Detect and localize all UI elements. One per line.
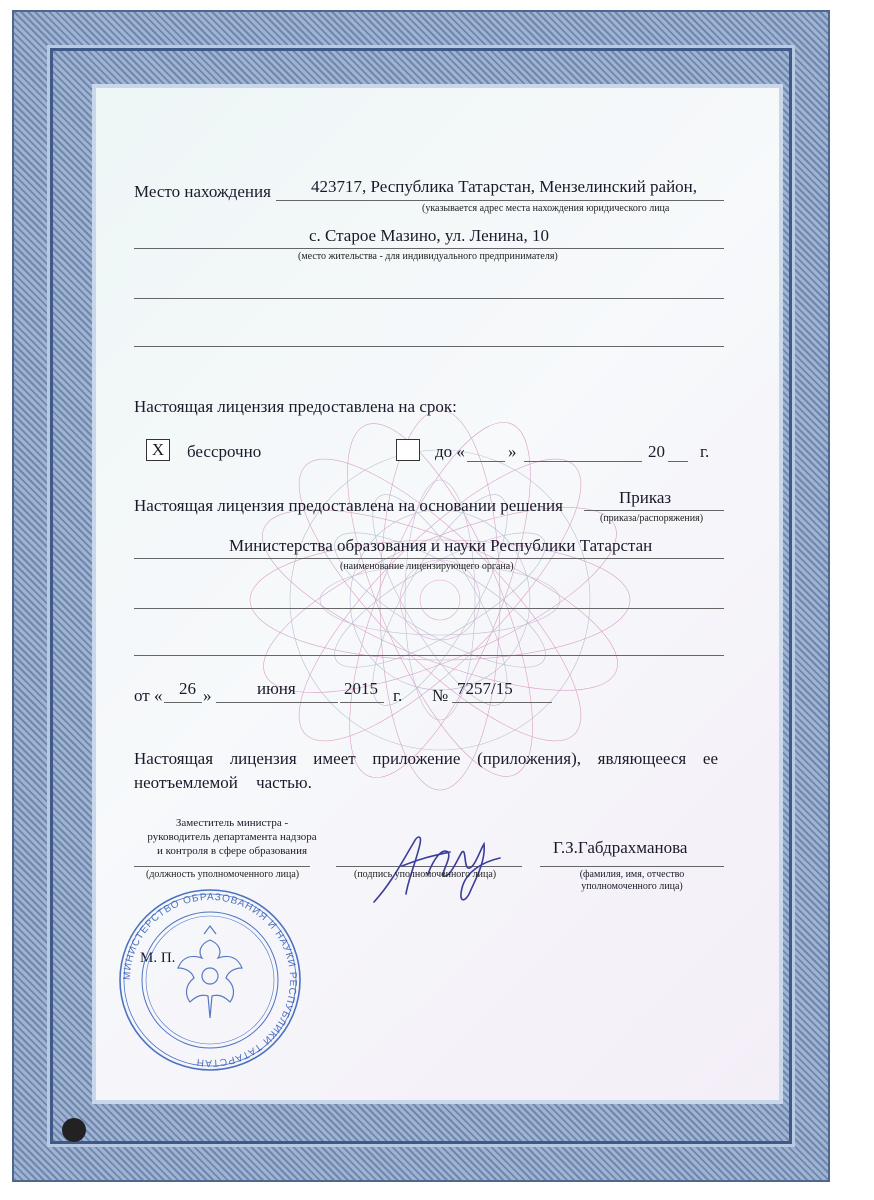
signatory-name: Г.З.Габдрахманова (553, 838, 688, 857)
until-checkbox[interactable] (396, 439, 420, 461)
address-underline-2 (134, 248, 724, 249)
blank-line-4 (134, 655, 724, 656)
date-from: от « (134, 686, 163, 705)
name-caption-line-2: уполномоченного лица) (581, 881, 683, 892)
term-label: Настоящая лицензия предоставлена на срок: (134, 397, 457, 416)
name-caption-line-1: (фамилия, имя, отчество (579, 869, 685, 880)
year-line (668, 461, 688, 462)
blank-line-2 (134, 346, 724, 347)
date-year-line (340, 702, 384, 703)
location-label: Место нахождения (134, 182, 271, 201)
position-underline (134, 866, 310, 867)
address-underline-1 (276, 200, 724, 201)
blank-line-3 (134, 608, 724, 609)
authority-value: Министерства образования и науки Республики Татарстан (229, 536, 653, 555)
position-line-2: руководитель департамента надзора (147, 831, 317, 843)
until-day-line (467, 461, 505, 462)
date-month: июня (257, 679, 296, 698)
date-year: 2015 (344, 679, 378, 698)
date-close: » (203, 686, 212, 705)
appendix-line-2: неотъемлемой частью. (134, 773, 312, 792)
date-day: 26 (179, 679, 196, 698)
appendix-line-1: Настоящая лицензия имеет приложение (приложения), являющееся ее (134, 749, 718, 768)
number-value: 7257/15 (457, 679, 513, 698)
handwritten-signature (362, 822, 512, 912)
name-underline (540, 866, 724, 867)
stamp-label: М. П. (140, 950, 176, 966)
date-g: г. (393, 686, 403, 705)
signature-caption: (подпись уполномоченного лица) (354, 869, 497, 880)
position-line-3: и контроля в сфере образования (156, 845, 308, 857)
basis-underline (584, 510, 724, 511)
date-day-line (164, 702, 202, 703)
number-sign: № (432, 686, 449, 705)
until-quote-close: » (508, 442, 517, 461)
blank-line-1 (134, 298, 724, 299)
authority-caption: (наименование лицензирующего органа) (340, 561, 514, 572)
position-line-1: Заместитель министра - (175, 817, 289, 829)
basis-label: Настоящая лицензия предоставлена на основании решения (134, 496, 563, 515)
name-caption (540, 869, 724, 893)
unlimited-label: бессрочно (187, 442, 262, 461)
basis-value: Приказ (619, 488, 672, 507)
year-prefix: 20 (648, 442, 665, 461)
address-line-1: 423717, Республика Татарстан, Мензелинский район, (311, 177, 698, 196)
authority-underline (134, 558, 724, 559)
number-line (452, 702, 552, 703)
year-suffix: г. (700, 442, 710, 461)
punch-hole (62, 1118, 86, 1142)
date-month-line (216, 702, 338, 703)
official-seal-icon (110, 888, 310, 1072)
address-line-2: с. Старое Мазино, ул. Ленина, 10 (309, 226, 549, 245)
until-month-line (524, 461, 642, 462)
until-label: до « (435, 442, 465, 461)
address-caption-2: (место жительства - для индивидуального предпринимателя) (298, 251, 558, 262)
unlimited-checkbox[interactable]: X (146, 439, 170, 461)
svg-text:МИНИСТЕРСТВО ОБРАЗОВАНИЯ И НАУ (122, 892, 298, 1068)
position-block (134, 816, 330, 858)
position-caption: (должность уполномоченного лица) (146, 869, 300, 880)
seal-text: МИНИСТЕРСТВО ОБРАЗОВАНИЯ И НАУКИ РЕСПУБЛИКИ ТАТАРСТАН (121, 891, 299, 1069)
address-caption-1: (указывается адрес места нахождения юридического лица (422, 203, 670, 214)
basis-caption: (приказа/распоряжения) (600, 513, 704, 524)
